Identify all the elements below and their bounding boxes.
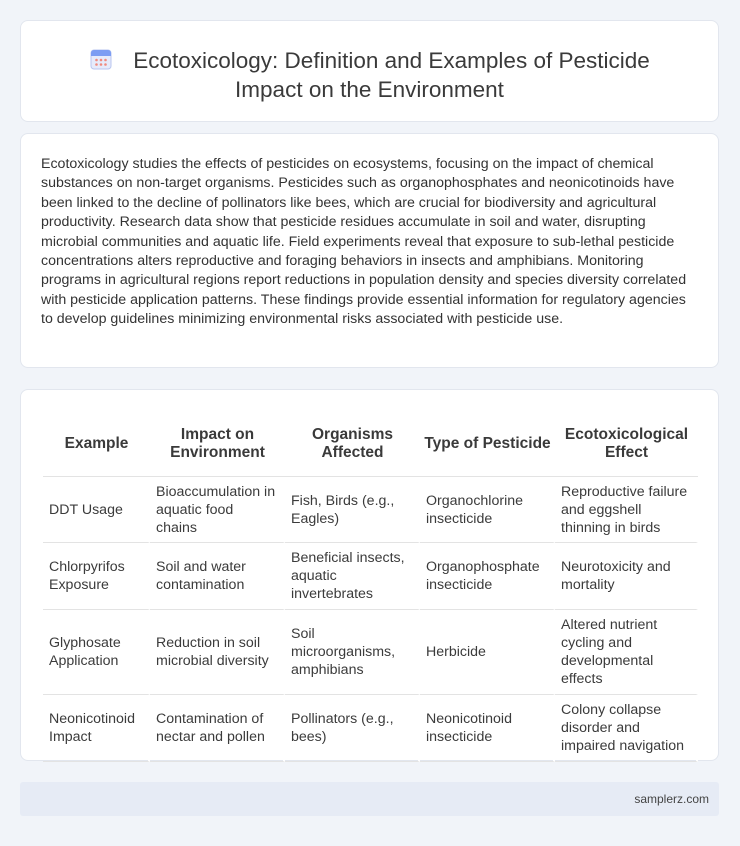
cell-example: Chlorpyrifos Exposure [43,543,150,610]
cell-organisms: Soil microorganisms, amphibians [285,610,420,695]
title-line-2: Impact on the Environment [235,77,504,102]
cell-example: Neonicotinoid Impact [43,695,150,762]
cell-impact: Reduction in soil microbial diversity [150,610,285,695]
footer-bar [20,782,719,816]
cell-type: Neonicotinoid insecticide [420,695,555,762]
table-row [43,477,698,543]
cell-type: Organochlorine insecticide [420,477,555,543]
header-effect: Ecotoxicological Effect [555,412,698,477]
table-row [43,543,698,610]
cell-effect: Colony collapse disorder and impaired navigation [555,695,698,762]
footer-site-link[interactable]: samplerz.com [634,792,709,806]
cell-type: Organophosphate insecticide [420,543,555,610]
cell-organisms: Fish, Birds (e.g., Eagles) [285,477,420,543]
examples-table [43,412,698,762]
cell-impact: Contamination of nectar and pollen [150,695,285,762]
header-organisms: Organisms Affected [285,412,420,477]
calendar-icon [89,47,113,71]
cell-organisms: Beneficial insects, aquatic invertebrates [285,543,420,610]
page-title [21,46,718,104]
cell-type: Herbicide [420,610,555,695]
table-row [43,610,698,695]
cell-effect: Reproductive failure and eggshell thinning in birds [555,477,698,543]
cell-effect: Neurotoxicity and mortality [555,543,698,610]
intro-card [20,133,719,368]
table-card [20,389,719,761]
cell-impact: Soil and water contamination [150,543,285,610]
intro-paragraph: Ecotoxicology studies the effects of pesticides on ecosystems, focusing on the impact of chemical substances on non-target organisms. Pesticides such as organophosphates and neonicotinoids have been linked to the decline of pollinators like bees, which are crucial for biodiversity and agricultural productivity. Research data show that pesticide residues accumulate in soil and water, disrupting microbial communities and aquatic life. Field experiments reveal that exposure to sub-lethal pesticide concentrations alters reproductive and foraging behaviors in insects and amphibians. Monitoring programs in agricultural regions report reductions in population density and species diversity correlated with pesticide application patterns. These findings provide essential information for regulatory agencies to develop guidelines minimizing environmental risks associated with pesticide use. [41,156,687,328]
cell-effect: Altered nutrient cycling and developmental effects [555,610,698,695]
cell-example: DDT Usage [43,477,150,543]
header-example: Example [43,412,150,477]
header-impact: Impact on Environment [150,412,285,477]
cell-example: Glyphosate Application [43,610,150,695]
cell-impact: Bioaccumulation in aquatic food chains [150,477,285,543]
table-header-row [43,412,698,477]
cell-organisms: Pollinators (e.g., bees) [285,695,420,762]
title-line-1: Ecotoxicology: Definition and Examples of Pesticide [133,48,650,73]
header-type: Type of Pesticide [420,412,555,477]
title-card [20,20,719,122]
table-row [43,695,698,762]
